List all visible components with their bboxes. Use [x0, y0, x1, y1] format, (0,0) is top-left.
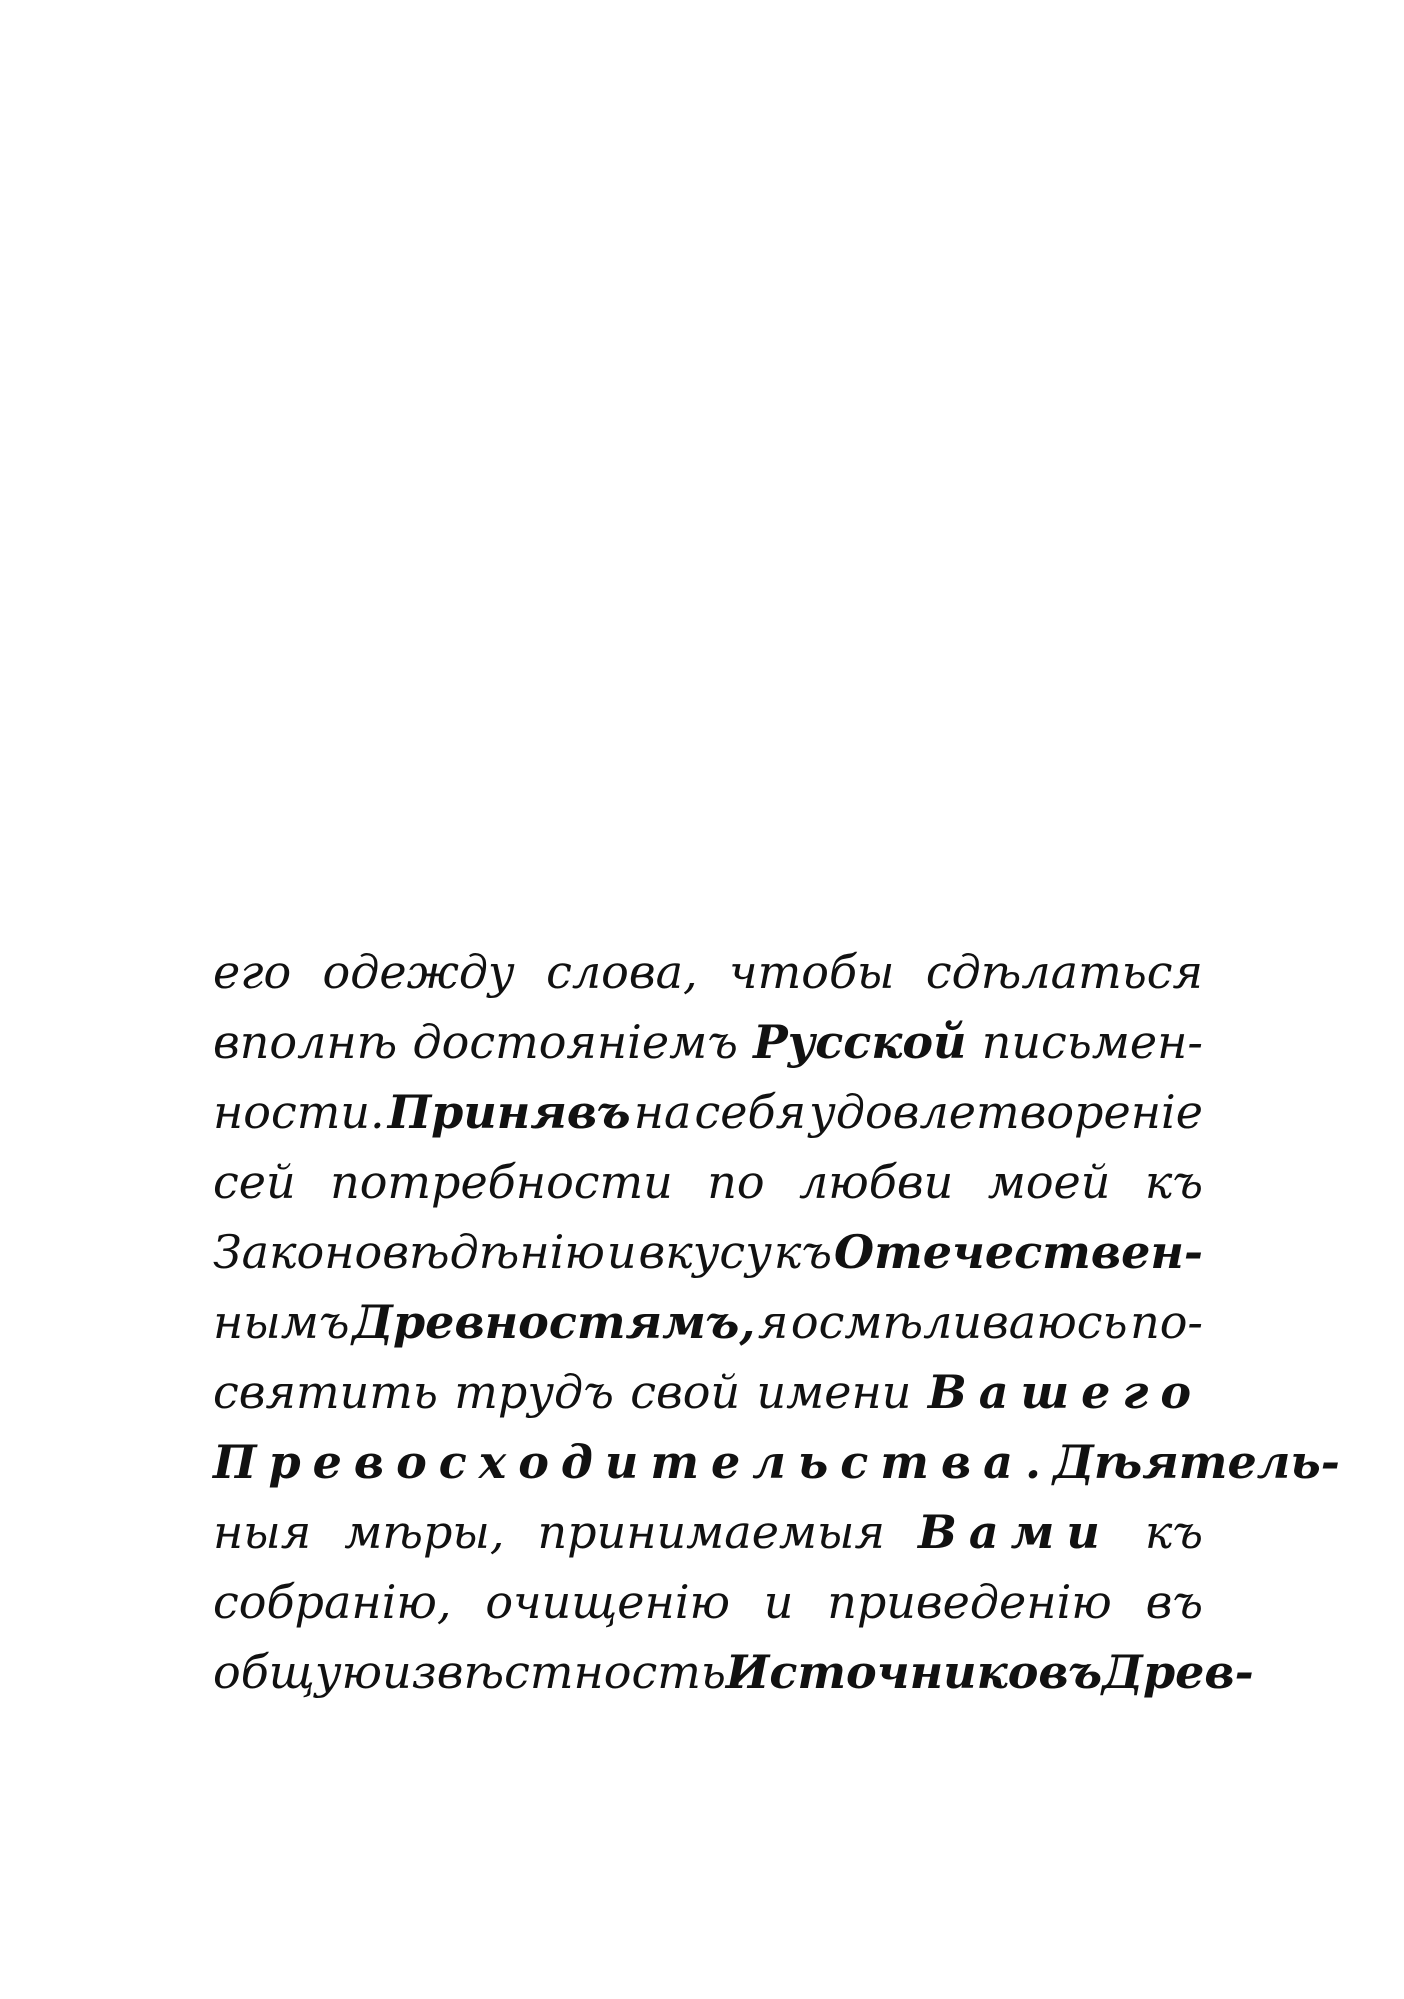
word: ности.	[213, 1085, 385, 1139]
word: осмѣливаюсь	[790, 1295, 1128, 1349]
text-line-6	[213, 1287, 1203, 1357]
word: трудъ	[454, 1365, 614, 1419]
word: вкусу	[638, 1225, 772, 1279]
word: сей	[213, 1155, 296, 1209]
text-line-10	[213, 1567, 1203, 1637]
word: одежду	[322, 945, 515, 999]
word: по-	[1130, 1295, 1203, 1349]
word: очищенію	[485, 1575, 731, 1629]
word: Принявъ	[387, 1085, 631, 1139]
word: общую	[213, 1645, 382, 1699]
word: вполнѣ	[213, 1015, 398, 1069]
word: слова,	[546, 945, 698, 999]
word: Отечествен-	[834, 1225, 1203, 1279]
word: нымъ	[213, 1295, 350, 1349]
word: принимаемыя	[537, 1505, 885, 1559]
word: и	[763, 1575, 794, 1629]
word: въ	[1145, 1575, 1203, 1629]
text-line-4	[213, 1147, 1203, 1217]
body-text	[213, 937, 1340, 1707]
word: любви	[799, 1155, 954, 1209]
word: потребности	[330, 1155, 673, 1209]
word: Русской	[753, 1015, 967, 1069]
word: удовлетвореніе	[809, 1085, 1203, 1139]
word: его	[213, 945, 292, 999]
text-line-8	[213, 1427, 1340, 1497]
word: къ	[1144, 1155, 1203, 1209]
word: моей	[987, 1155, 1111, 1209]
word: святить	[213, 1365, 438, 1419]
word: Древностямъ,	[352, 1295, 756, 1349]
text-line-1	[213, 937, 1203, 1007]
word: Древ-	[1102, 1645, 1254, 1699]
word: свой	[630, 1365, 741, 1419]
word: чтобы	[729, 945, 895, 999]
word: Вашего	[927, 1365, 1203, 1419]
word: собранію,	[213, 1575, 452, 1629]
text-line-7	[213, 1357, 1203, 1427]
text-line-9	[213, 1497, 1203, 1567]
text-line-11	[213, 1637, 1254, 1707]
word: къ	[1144, 1505, 1203, 1559]
text-line-5	[213, 1217, 1203, 1287]
text-line-3	[213, 1077, 1203, 1147]
word: на	[633, 1085, 692, 1139]
word: Превосходительства.	[213, 1435, 1053, 1489]
word: ныя	[213, 1505, 312, 1559]
word: къ	[773, 1225, 833, 1279]
word: имени	[756, 1365, 912, 1419]
word: мѣры,	[344, 1505, 505, 1559]
word: письмен-	[981, 1015, 1203, 1069]
word: по	[707, 1155, 765, 1209]
word: достояніемъ	[412, 1015, 738, 1069]
word: и	[606, 1225, 637, 1279]
word: Законовѣдѣнію	[213, 1225, 605, 1279]
word: Вами	[917, 1505, 1112, 1559]
word: сдѣлаться	[925, 945, 1203, 999]
word: извѣстность	[382, 1645, 726, 1699]
word: Дѣятель-	[1053, 1435, 1340, 1489]
word: Источниковъ	[725, 1645, 1103, 1699]
word: я	[757, 1295, 789, 1349]
word: приведенію	[827, 1575, 1112, 1629]
text-line-2	[213, 1007, 1203, 1077]
word: себя	[694, 1085, 807, 1139]
